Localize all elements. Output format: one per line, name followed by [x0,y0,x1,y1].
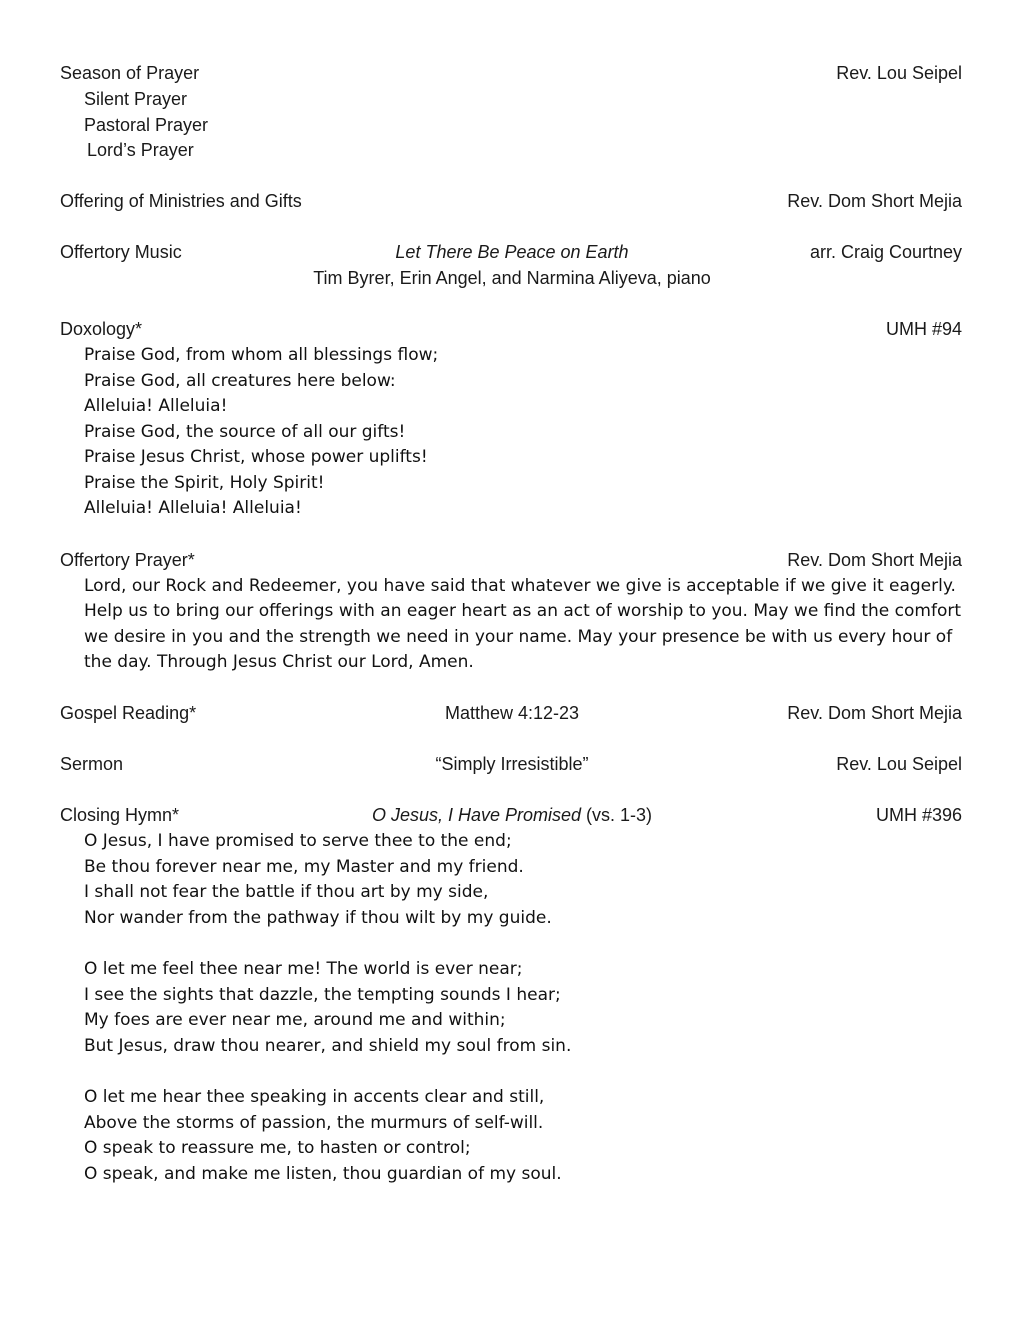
sermon-title: Sermon [60,754,124,774]
offertory-music-title: Offertory Music [60,242,182,262]
offertory-piece: Let There Be Peace on Earth [395,242,629,262]
offertory-prayer-line: Help us to bring our offerings with an eager heart as an act of worship to you. May we find the comfort [84,601,962,621]
offertory-prayer-leader: Rev. Dom Short Mejia [787,550,962,570]
doxology-line: Praise God, all creatures here below: [84,371,396,391]
offertory-prayer-line: Lord, our Rock and Redeemer, you have said that whatever we give is acceptable if we give it eagerly. [84,576,956,596]
offering-leader: Rev. Dom Short Mejia [787,191,962,211]
gospel-leader: Rev. Dom Short Mejia [787,703,962,723]
offertory-performers: Tim Byrer, Erin Angel, and Narmina Aliyeva, piano [313,268,711,288]
hymn-line: My foes are ever near me, around me and within; [84,1010,506,1030]
hymn-line: But Jesus, draw thou nearer, and shield my soul from sin. [84,1036,572,1056]
closing-hymn-name: O Jesus, I Have Promised [371,805,582,825]
prayer-leader: Rev. Lou Seipel [836,63,962,83]
gospel-ref: Matthew 4:12-23 [444,703,580,723]
doxology-line: Praise Jesus Christ, whose power uplifts! [84,447,428,467]
hymn-line: Above the storms of passion, the murmurs of self-will. [84,1113,544,1133]
prayer-title: Season of Prayer [60,63,200,83]
prayer-item: Lord’s Prayer [87,140,194,160]
prayer-item: Silent Prayer [84,89,188,109]
hymn-line: I see the sights that dazzle, the tempting sounds I hear; [84,985,561,1005]
hymn-line: I shall not fear the battle if thou art by my side, [84,882,489,902]
offertory-arranger: arr. Craig Courtney [809,242,962,262]
offertory-prayer-line: we desire in you and the strength we need in your name. May your presence be with us every hour of [84,627,953,647]
hymn-line: O speak, and make me listen, thou guardian of my soul. [84,1164,562,1184]
doxology-title: Doxology* [60,319,143,339]
offertory-prayer-line: the day. Through Jesus Christ our Lord, Amen. [84,652,474,672]
sermon-name: “Simply Irresistible” [435,754,589,774]
hymn-line: Nor wander from the pathway if thou wilt by my guide. [84,908,552,928]
hymn-line: O speak to reassure me, to hasten or control; [84,1138,471,1158]
closing-hymn-title: Closing Hymn* [60,805,180,825]
hymn-line: O let me feel thee near me! The world is ever near; [84,959,523,979]
closing-hymn-verses: (vs. 1-3) [586,805,653,825]
closing-hymn-ref: UMH #396 [875,805,962,825]
doxology-line: Alleluia! Alleluia! Alleluia! [84,498,302,518]
doxology-line: Praise God, the source of all our gifts! [84,422,406,442]
doxology-line: Praise the Spirit, Holy Spirit! [84,473,325,493]
sermon-leader: Rev. Lou Seipel [836,754,962,774]
offertory-prayer-title: Offertory Prayer* [60,550,195,570]
hymn-line: O let me hear thee speaking in accents clear and still, [84,1087,545,1107]
closing-hymn-name-line [0,804,1024,826]
offering-title: Offering of Ministries and Gifts [60,191,302,211]
hymn-line: Be thou forever near me, my Master and my friend. [84,857,524,877]
gospel-title: Gospel Reading* [60,703,197,723]
doxology-ref: UMH #94 [885,319,962,339]
doxology-line: Alleluia! Alleluia! [84,396,228,416]
doxology-line: Praise God, from whom all blessings flow; [84,345,439,365]
hymn-line: O Jesus, I have promised to serve thee to the end; [84,831,512,851]
prayer-item: Pastoral Prayer [84,115,209,135]
